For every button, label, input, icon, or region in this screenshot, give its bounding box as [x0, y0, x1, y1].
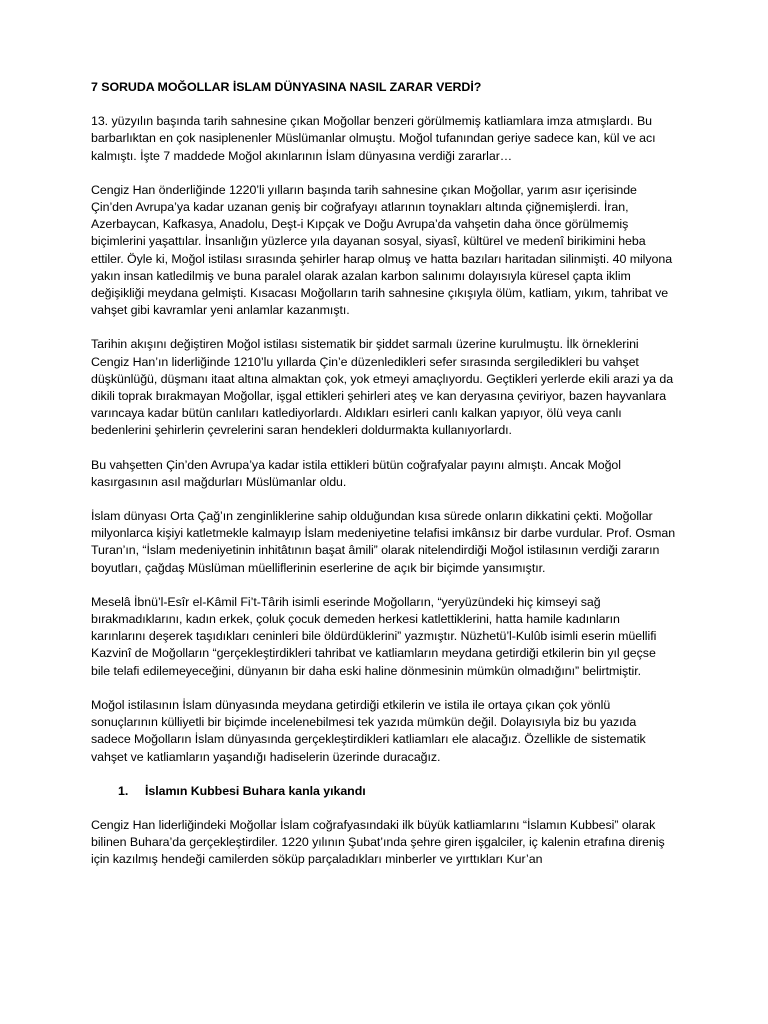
paragraph-history-course: Tarihin akışını değiştiren Moğol istilası sistematik bir şiddet sarmalı üzerine kurulmuştu. İlk örneklerini Cengiz Han’ın liderliğinde 1210’lu yıllarda Çin’e düzenledikleri sefer sırasında sergiledikleri bu vahşet düşkünlüğü, düşmanı itaat altına almaktan çok, yok etmeyi amaçlıyordu. Geçtikleri yerlerde ekili arazi ya da dikili toprak bırakmayan Moğollar, işgal ettikleri şehirleri ateş ve kan deryasına çeviriyor, bazen hayvanlara varıncaya kadar bütün canlıları katlediyorlardı. Aldıkları esirleri canlı kalkan yapıyor, ölü veya canlı bedenlerini şehirlerin çevrelerini saran hendekleri doldurmakta kullanıyorlardı. — [91, 337, 674, 438]
document-title: 7 SORUDA MOĞOLLAR İSLAM DÜNYASINA NASIL ZARAR VERDİ? — [91, 80, 482, 94]
paragraph-intro: 13. yüzyılın başında tarih sahnesine çıkan Moğollar benzeri görülmemiş katliamlara imza atmışlardı. Bu barbarlıktan en çok nasiplenenler Müslümanlar olmuştu. Moğol tufanından geriye sadece kan, kül ve acı kalmıştı. İşte 7 maddede Moğol akınlarının İslam dünyasına verdiği zararlar… — [91, 114, 656, 163]
paragraph-cengiz-han: Cengiz Han önderliğinde 1220’li yılların başında tarih sahnesine çıkan Moğollar, yarım asır içerisinde Çin’den Avrupa’ya kadar uzanan geniş bir coğrafyayı atlarının toynakları altında çiğnemişlerdi. İran, Azerbaycan, Kafkasya, Anadolu, Deşt-i Kıpçak ve Doğu Avrupa’da vahşetin daha önce görülmemiş biçimlerini yaşattılar. İnsanlığın yüzlerce yıla dayanan sosyal, siyasî, kültürel ve medenî birikimini heba ettiler. Öyle ki, Moğol istilası sırasında şehirler harap olmuş ve hatta bazıları haritadan silinmişti. 40 milyona yakın insan katledilmiş ve buna paralel olarak azalan karbon salınımı dolayısıyla küresel çapta iklim değişikliği meydana gelmişti. Kısacası Moğolların tarih sahnesine çıkışıyla ölüm, katliam, yıkım, tahribat ve vahşet gibi kavramlar yeni anlamlar kazanmıştı. — [91, 182, 673, 318]
section-heading-text: İslamın Kubbesi Buhara kanla yıkandı — [145, 783, 366, 798]
paragraph-buhara: Cengiz Han liderliğindeki Moğollar İslam coğrafyasındaki ilk büyük katliamlarını “İslamın Kubbesi” olarak bilinen Buhara’da gerçekleştirdiler. 1220 yılının Şubat’ında şehre giren işgalciler, iç kalenin etrafına direniş için kazılmış hendeği camilerden söküp parçaladıkları minberler ve yırttıkları Kur’an — [91, 817, 665, 867]
section-number: 1. — [118, 783, 129, 798]
paragraph-sources: Meselâ İbnü’l-Esîr el-Kâmil Fi’t-Târih isimli eserinde Moğolların, “yeryüzündeki hiç kimseyi sağ bırakmadıklarını, kadın erkek, çoluk çocuk demeden herkesi katlettiklerini, hatta hamile kadınların karınlarını deşerek taşıdıkları ceninleri bile öldürdüklerini” yazmıştır. Nüzhetü’l-Kulûb isimli eserin müellifi Kazvinî de Moğolların “gerçekleştirdikleri tahribat ve katliamların meydana getirdiği etkilerin bin yıl geçse bile telafi edilemeyeceğini, dünyanın bir daha eski haline dönmesinin mümkün olmadığını” belirtmiştir. — [91, 594, 657, 678]
paragraph-islamic-world: İslam dünyası Orta Çağ’ın zenginliklerine sahip olduğundan kısa sürede onların dikkatini çekti. Moğollar milyonlarca kişiyi katletmekle kalmayıp İslam medeniyetine telafisi imkânsız bir darbe vurdular. Prof. Osman Turan’ın, “İslam medeniyetinin inhitâtının başat âmili” olarak nitelendirdiği Moğol istilasının verdiği zararın boyutları, çağdaş Müslüman müelliflerinin eserlerine de açık bir biçimde yansımıştır. — [91, 509, 676, 575]
paragraph-victims: Bu vahşetten Çin’den Avrupa’ya kadar istila ettikleri bütün coğrafyalar payını almıştı. Ancak Moğol kasırgasının asıl mağdurları Müslümanlar oldu. — [91, 457, 621, 489]
paragraph-scope: Moğol istilasının İslam dünyasında meydana getirdiği etkilerin ve istila ile ortaya çıkan çok yönlü sonuçlarının külliyetli bir biçimde incelenebilmesi tek yazıda mümkün değil. Dolayısıyla biz bu yazıda sadece Moğolların İslam dünyasında gerçekleştirdikleri katliamları ele alacağız. Özellikle de sistematik vahşet ve katliamların yaşandığı hadiselerin üzerinde duracağız. — [91, 697, 646, 764]
document-body — [91, 79, 677, 886]
section-heading-1 — [91, 783, 677, 800]
